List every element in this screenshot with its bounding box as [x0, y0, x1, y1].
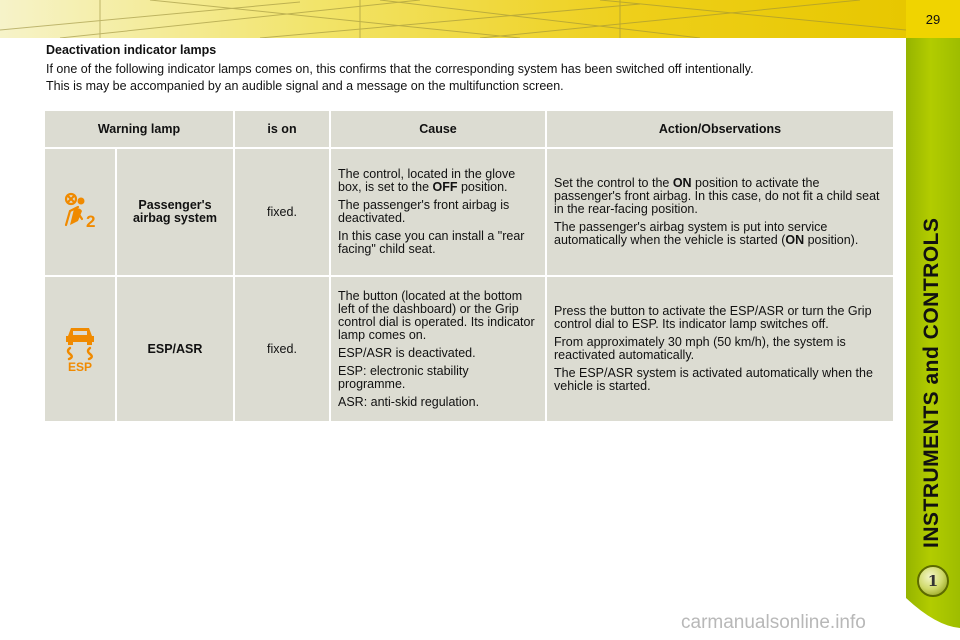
cause-text: The control, located in the glove box, is set to the [338, 167, 516, 194]
esp-icon-label: ESP [67, 359, 93, 372]
lamp-name: ESP/ASR [117, 277, 235, 421]
cause-paragraph: In this case you can install a "rear facing" child seat. [338, 229, 525, 256]
lamp-icon-cell [45, 277, 117, 421]
action-paragraph [554, 177, 886, 216]
cause-paragraph: ESP/ASR is deactivated. [338, 345, 476, 360]
action-paragraph [554, 221, 886, 247]
section-heading: Deactivation indicator lamps [46, 43, 217, 57]
table-row [45, 277, 893, 421]
table-row [45, 149, 893, 277]
intro-line-1: If one of the following indicator lamps comes on, this confirms that the corresponding system has been switched off intentionally. [46, 62, 754, 76]
lamp-action [547, 277, 893, 421]
side-bar-bottom-curve [906, 598, 960, 640]
lamp-cause [331, 277, 547, 421]
action-paragraph: Press the button to activate the ESP/ASR or turn the Grip control dial to ESP. Its indicator lamp switches off. [554, 304, 872, 331]
action-text: The passenger's airbag system is put into service automatically when the vehicle is started ( [554, 220, 828, 247]
passenger-airbag-off-icon [60, 191, 100, 231]
intro-text [46, 61, 896, 95]
action-paragraph: The ESP/ASR system is activated automatically when the vehicle is started. [554, 366, 873, 393]
page-number: 29 [906, 0, 960, 38]
lamp-name: Passenger's airbag system [117, 149, 235, 277]
action-text: Set the control to the [554, 176, 673, 190]
svg-text:2: 2 [86, 211, 96, 231]
intro-line-2: This is may be accompanied by an audible signal and a message on the multifunction screen. [46, 79, 564, 93]
table-header-row [45, 111, 893, 149]
cause-paragraph: The passenger's front airbag is deactivated. [338, 198, 510, 225]
cause-text: position. [457, 180, 508, 194]
cause-paragraph [338, 168, 538, 194]
action-text: position to activate the passenger's front airbag. In this case, do not fit a child seat in the rear-facing position. [554, 176, 880, 216]
header-cause: Cause [331, 111, 547, 149]
header-is-on: is on [235, 111, 331, 149]
action-text: position). [804, 233, 859, 247]
lamp-cause [331, 149, 547, 277]
lamp-is-on: fixed. [235, 149, 331, 277]
section-title-text: INSTRUMENTS and CONTROLS [920, 217, 943, 548]
header-decoration-lines [0, 0, 906, 38]
header-action: Action/Observations [547, 111, 893, 149]
watermark: carmanualsonline.info [681, 612, 866, 633]
header-decoration-band [0, 0, 906, 38]
cause-paragraph: The button (located at the bottom left of the dashboard) or the Grip control dial is operated. Its indicator lamp comes on. [338, 288, 535, 342]
header-warning-lamp: Warning lamp [45, 111, 235, 149]
cause-paragraph: ASR: anti-skid regulation. [338, 394, 480, 409]
cause-paragraph: ESP: electronic stability programme. [338, 363, 469, 391]
lamp-icon-cell [45, 149, 117, 277]
esp-skid-car-icon [60, 324, 100, 372]
chapter-badge: 1 [917, 565, 949, 597]
lamp-is-on: fixed. [235, 277, 331, 421]
action-emphasis: ON [785, 233, 805, 247]
action-paragraph: From approximately 30 mph (50 km/h), the system is reactivated automatically. [554, 335, 846, 362]
lamp-action [547, 149, 893, 277]
action-emphasis: ON [672, 176, 692, 190]
cause-emphasis: OFF [432, 180, 458, 194]
indicator-lamps-table [45, 111, 893, 421]
